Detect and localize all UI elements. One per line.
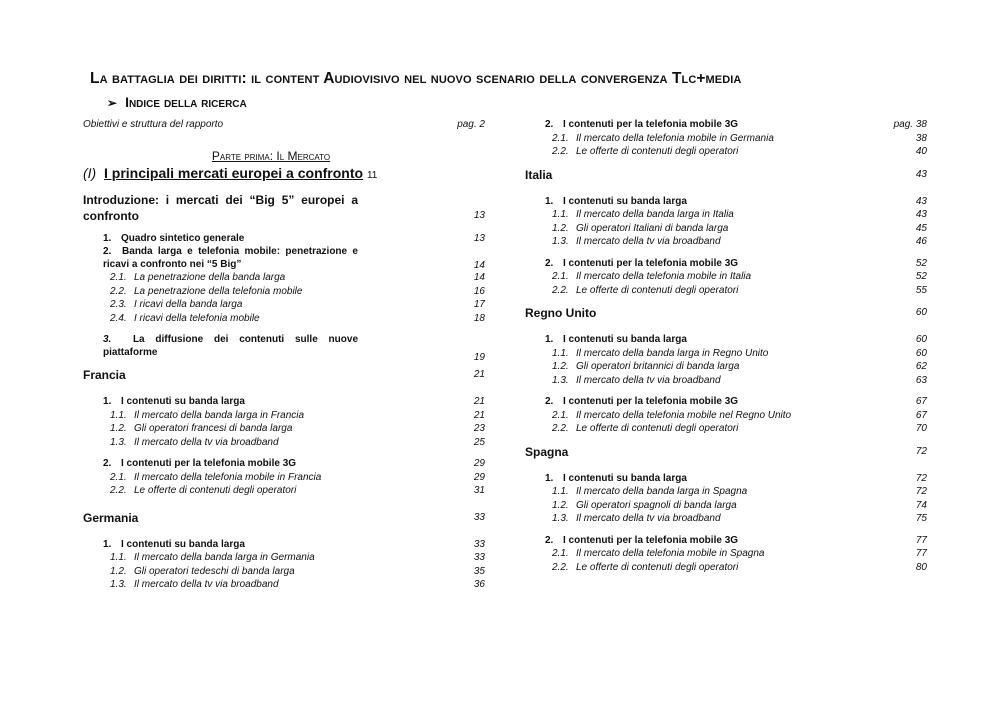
entry-number: 2. bbox=[545, 396, 554, 407]
toc-subentry[interactable] bbox=[83, 565, 485, 579]
toc-subentry[interactable] bbox=[525, 284, 927, 298]
toc-right-column bbox=[525, 118, 927, 574]
toc-subentry[interactable] bbox=[83, 471, 485, 485]
toc-entry[interactable] bbox=[525, 257, 927, 271]
toc-entry-page: 36 bbox=[473, 579, 485, 590]
toc-entry-label: I contenuti su banda larga bbox=[563, 195, 687, 207]
entry-number: 2. bbox=[545, 119, 554, 130]
toc-entry-label: I contenuti su banda larga bbox=[121, 396, 245, 407]
toc-entry-label: I contenuti per la telefonia mobile 3G bbox=[563, 257, 739, 269]
entry-number: 1. bbox=[103, 538, 112, 550]
toc-entry-label: Il mercato della banda larga in Regno Unito bbox=[576, 347, 769, 359]
entry-number: 2. bbox=[103, 246, 112, 257]
toc-entry-label: I contenuti per la telefonia mobile 3G bbox=[121, 458, 297, 469]
toc-subentry[interactable] bbox=[525, 360, 927, 374]
country-heading-spagna[interactable] bbox=[525, 444, 927, 460]
entry-number: 2. bbox=[103, 458, 112, 469]
toc-entry-page: 75 bbox=[915, 513, 927, 524]
toc-entry-label: I ricavi della telefonia mobile bbox=[134, 312, 260, 324]
toc-entry-page: 33 bbox=[473, 552, 485, 563]
entry-number: 2.2. bbox=[552, 146, 569, 157]
toc-left-column bbox=[83, 118, 485, 592]
toc-entry-page: 60 bbox=[915, 307, 927, 318]
toc-subentry[interactable] bbox=[83, 436, 485, 450]
entry-number: 2.2. bbox=[552, 423, 569, 434]
toc-subentry[interactable] bbox=[525, 235, 927, 249]
entry-number: 1.1. bbox=[552, 347, 569, 359]
toc-entry-page: 14 bbox=[473, 272, 485, 283]
country-label: Germania bbox=[83, 510, 139, 525]
entry-number: 1. bbox=[103, 396, 112, 407]
entry-number: 1. bbox=[103, 232, 112, 244]
country-heading-germania[interactable] bbox=[83, 510, 485, 526]
entry-number: 1.2. bbox=[552, 222, 569, 234]
toc-subentry[interactable] bbox=[525, 145, 927, 159]
toc-entry-label: Banda larga e telefonia mobile: penetrazione e ricavi a confronto nei “5 Big” bbox=[103, 246, 358, 270]
part-heading: Parte prima: Il Mercato bbox=[211, 148, 331, 163]
toc-entry-label: Il mercato della telefonia mobile in Spagna bbox=[576, 548, 765, 559]
toc-entry-page: 46 bbox=[915, 236, 927, 247]
toc-entry-page: 33 bbox=[473, 511, 485, 523]
entry-number: 2.1. bbox=[552, 409, 569, 421]
toc-entry-page: 72 bbox=[915, 486, 927, 497]
country-label: Italia bbox=[525, 167, 553, 182]
toc-entry-label: La penetrazione della banda larga bbox=[134, 272, 286, 283]
toc-subentry[interactable] bbox=[83, 298, 485, 312]
toc-subentry[interactable] bbox=[525, 512, 927, 526]
toc-entry-label: Il mercato della telefonia mobile nel Regno Unito bbox=[576, 409, 792, 421]
toc-entry-page: 13 bbox=[473, 209, 485, 221]
toc-subentry[interactable] bbox=[525, 409, 927, 423]
entry-number: 1. bbox=[545, 195, 554, 207]
toc-entry-label: Gli operatori francesi di banda larga bbox=[134, 423, 293, 434]
toc-subentry[interactable] bbox=[83, 312, 485, 326]
toc-entry-label: Il mercato della banda larga in Spagna bbox=[576, 486, 748, 497]
toc-entry-introduzione[interactable] bbox=[83, 192, 485, 224]
toc-entry-page: 43 bbox=[915, 209, 927, 220]
entry-number: 2.1. bbox=[552, 271, 569, 282]
toc-entry-page: 63 bbox=[915, 374, 927, 386]
toc-subentry[interactable] bbox=[525, 499, 927, 513]
entry-number: 1.2. bbox=[552, 499, 569, 511]
toc-entry-label: Il mercato della tv via broadband bbox=[576, 513, 721, 524]
entry-number: 2.1. bbox=[110, 272, 127, 283]
toc-entry-page: 70 bbox=[915, 423, 927, 434]
entry-number: 2. bbox=[545, 257, 554, 269]
toc-entry-page: 16 bbox=[473, 285, 485, 297]
toc-entry-page: 45 bbox=[915, 222, 927, 234]
toc-entry-page: 77 bbox=[915, 548, 927, 559]
toc-entry-page: 72 bbox=[915, 445, 927, 457]
entry-number: 2.3. bbox=[110, 299, 127, 310]
toc-entry-label: Le offerte di contenuti degli operatori bbox=[576, 284, 739, 296]
toc-entry-label: Il mercato della banda larga in Italia bbox=[576, 209, 734, 220]
toc-entry-page: 43 bbox=[915, 168, 927, 180]
document-title: La battaglia dei diritti: il content Audiovisivo nel nuovo scenario della convergenza Tlc+media bbox=[90, 70, 742, 87]
toc-entry-label: Il mercato della tv via broadband bbox=[134, 436, 279, 448]
toc-entry-page: 52 bbox=[915, 271, 927, 282]
toc-entry-page: 13 bbox=[473, 232, 485, 244]
toc-entry-page: 72 bbox=[915, 472, 927, 484]
entry-number: 1. bbox=[545, 472, 554, 484]
toc-subentry[interactable] bbox=[525, 347, 927, 361]
entry-number: 1.1. bbox=[552, 209, 569, 220]
entry-number: 1.3. bbox=[110, 579, 127, 590]
part-title-label: I principali mercati europei a confronto bbox=[104, 164, 364, 181]
toc-entry-label: I contenuti per la telefonia mobile 3G bbox=[563, 396, 739, 407]
toc-entry-label: Le offerte di contenuti degli operatori bbox=[576, 146, 739, 157]
toc-entry-label: La penetrazione della telefonia mobile bbox=[134, 285, 303, 297]
toc-entry-page: 31 bbox=[473, 485, 485, 496]
entry-number: 2.2. bbox=[552, 284, 569, 296]
subtitle-text: Indice della ricerca bbox=[125, 94, 247, 110]
entry-number: 1.3. bbox=[552, 236, 569, 247]
toc-entry-label: Le offerte di contenuti degli operatori bbox=[134, 485, 297, 496]
entry-number: 1.2. bbox=[110, 565, 127, 577]
toc-entry-label: Gli operatori Italiani di banda larga bbox=[576, 222, 729, 234]
toc-entry-intro[interactable] bbox=[83, 118, 485, 132]
toc-entry-page: 52 bbox=[915, 257, 927, 269]
toc-entry-page: 21 bbox=[473, 409, 485, 421]
toc-entry-label: Il mercato della banda larga in Francia bbox=[134, 409, 305, 421]
entry-number: 1.2. bbox=[552, 361, 569, 372]
toc-subentry[interactable] bbox=[525, 561, 927, 575]
entry-number: 1.1. bbox=[110, 409, 127, 421]
toc-entry-label: I contenuti per la telefonia mobile 3G bbox=[563, 534, 739, 546]
entry-number: 2.1. bbox=[110, 471, 127, 483]
toc-entry-page: 29 bbox=[473, 458, 485, 469]
arrow-bullet-icon: ➢ bbox=[107, 96, 118, 110]
toc-subentry[interactable] bbox=[525, 222, 927, 236]
country-heading-italia[interactable] bbox=[525, 167, 927, 183]
toc-entry[interactable] bbox=[525, 534, 927, 548]
toc-entry-page: 38 bbox=[915, 132, 927, 144]
toc-entry-label: Il mercato della tv via broadband bbox=[576, 236, 721, 247]
toc-subentry[interactable] bbox=[83, 578, 485, 592]
toc-entry-page: 17 bbox=[473, 299, 485, 310]
toc-entry-page: 33 bbox=[473, 538, 485, 550]
toc-entry-label: I ricavi della banda larga bbox=[134, 299, 243, 310]
toc-entry-label: I contenuti per la telefonia mobile 3G bbox=[563, 119, 739, 130]
toc-entry[interactable] bbox=[83, 457, 485, 471]
toc-subentry[interactable] bbox=[83, 409, 485, 423]
country-label: Spagna bbox=[525, 444, 569, 459]
toc-entry-page: 11 bbox=[366, 169, 378, 181]
toc-entry-label: Il mercato della tv via broadband bbox=[576, 374, 721, 386]
toc-entry-page: 14 bbox=[473, 260, 485, 271]
toc-entry-page: 35 bbox=[473, 565, 485, 577]
toc-subentry[interactable] bbox=[525, 547, 927, 561]
toc-subentry[interactable] bbox=[525, 270, 927, 284]
country-heading-francia[interactable] bbox=[83, 367, 485, 383]
toc-subentry[interactable] bbox=[83, 484, 485, 498]
entry-number: 1. bbox=[545, 334, 554, 345]
toc-entry-label: I contenuti su banda larga bbox=[121, 538, 245, 550]
toc-entry-page: 23 bbox=[473, 423, 485, 434]
toc-entry-label: I contenuti su banda larga bbox=[563, 472, 687, 484]
toc-subentry[interactable] bbox=[525, 374, 927, 388]
country-heading-regno-unito[interactable] bbox=[525, 305, 927, 321]
toc-subentry[interactable] bbox=[83, 271, 485, 285]
toc-entry-label: Il mercato della telefonia mobile in Francia bbox=[134, 471, 322, 483]
country-label: Regno Unito bbox=[525, 306, 597, 320]
toc-entry-page: 19 bbox=[473, 352, 485, 363]
toc-entry[interactable] bbox=[525, 118, 927, 132]
toc-entry-label: Il mercato della tv via broadband bbox=[134, 579, 279, 590]
toc-entry-label: Obiettivi e struttura del rapporto bbox=[83, 119, 224, 130]
toc-subentry[interactable] bbox=[83, 422, 485, 436]
toc-entry-page: 40 bbox=[915, 146, 927, 157]
toc-entry[interactable] bbox=[525, 395, 927, 409]
toc-entry-page: 21 bbox=[473, 396, 485, 407]
toc-subentry[interactable] bbox=[525, 485, 927, 499]
toc-entry-page: 43 bbox=[915, 195, 927, 207]
toc-entry[interactable] bbox=[525, 333, 927, 347]
toc-entry-label: Gli operatori spagnoli di banda larga bbox=[576, 499, 737, 511]
entry-number: 2.2. bbox=[110, 485, 127, 496]
toc-entry-page: 21 bbox=[473, 369, 485, 380]
toc-entry-label: Le offerte di contenuti degli operatori bbox=[576, 423, 739, 434]
entry-number: 1.3. bbox=[552, 374, 569, 386]
toc-subentry[interactable] bbox=[525, 422, 927, 436]
toc-entry-label: Il mercato della telefonia mobile in Italia bbox=[576, 271, 752, 282]
toc-entry-label: Quadro sintetico generale bbox=[121, 232, 245, 244]
toc-entry-page: 80 bbox=[915, 561, 927, 573]
country-label: Francia bbox=[83, 368, 126, 382]
toc-entry-page: 60 bbox=[915, 347, 927, 359]
entry-number: 1.2. bbox=[110, 423, 127, 434]
toc-entry-label: Il mercato della banda larga in Germania bbox=[134, 552, 315, 563]
toc-entry-label: Introduzione: i mercati dei “Big 5” europei a confronto bbox=[83, 192, 358, 223]
toc-entry[interactable] bbox=[83, 538, 485, 552]
toc-entry-label: Il mercato della telefonia mobile in Germania bbox=[576, 132, 774, 144]
entry-number: 1.3. bbox=[110, 436, 127, 448]
entry-number: 2.1. bbox=[552, 132, 569, 144]
entry-number: 2.2. bbox=[552, 561, 569, 573]
toc-entry-page: 18 bbox=[473, 312, 485, 324]
toc-entry-page: pag. 2 bbox=[457, 119, 485, 130]
toc-entry-s1[interactable] bbox=[83, 232, 485, 246]
part-title[interactable] bbox=[83, 164, 485, 182]
toc-entry-page: 67 bbox=[915, 396, 927, 407]
toc-entry-s2[interactable] bbox=[83, 245, 485, 271]
part-number: (I) bbox=[83, 164, 97, 181]
toc-subentry[interactable] bbox=[83, 551, 485, 565]
entry-number: 2.1. bbox=[552, 548, 569, 559]
entry-number: 2.4. bbox=[110, 312, 127, 324]
entry-number: 1.3. bbox=[552, 513, 569, 524]
toc-entry-page: 67 bbox=[915, 409, 927, 421]
entry-number: 1.1. bbox=[552, 486, 569, 497]
toc-entry-label: Le offerte di contenuti degli operatori bbox=[576, 561, 739, 573]
toc-entry-page: 55 bbox=[915, 284, 927, 296]
toc-entry-page: 60 bbox=[915, 334, 927, 345]
toc-entry[interactable] bbox=[525, 472, 927, 486]
entry-number: 2.2. bbox=[110, 285, 127, 297]
toc-entry-page: 62 bbox=[915, 361, 927, 372]
toc-entry-s3[interactable] bbox=[83, 333, 485, 363]
toc-entry-page: 29 bbox=[473, 471, 485, 483]
entry-number: 1.1. bbox=[110, 552, 127, 563]
entry-number: 3. bbox=[103, 334, 112, 345]
toc-entry-page: 77 bbox=[915, 534, 927, 546]
toc-entry-label: I contenuti su banda larga bbox=[563, 334, 687, 345]
toc-entry[interactable] bbox=[83, 395, 485, 409]
entry-number: 2. bbox=[545, 534, 554, 546]
toc-subentry[interactable] bbox=[525, 208, 927, 222]
toc-entry[interactable] bbox=[525, 195, 927, 209]
toc-entry-page: 25 bbox=[473, 436, 485, 448]
toc-entry-label: Gli operatori britannici di banda larga bbox=[576, 361, 740, 372]
toc-subentry[interactable] bbox=[83, 285, 485, 299]
toc-entry-label: Gli operatori tedeschi di banda larga bbox=[134, 565, 295, 577]
toc-entry-page: pag. 38 bbox=[893, 119, 927, 130]
toc-subentry[interactable] bbox=[525, 132, 927, 146]
toc-entry-page: 74 bbox=[915, 499, 927, 511]
toc-entry-label: La diffusione dei contenuti sulle nuove piattaforme bbox=[103, 334, 359, 358]
section-subtitle bbox=[107, 94, 247, 110]
